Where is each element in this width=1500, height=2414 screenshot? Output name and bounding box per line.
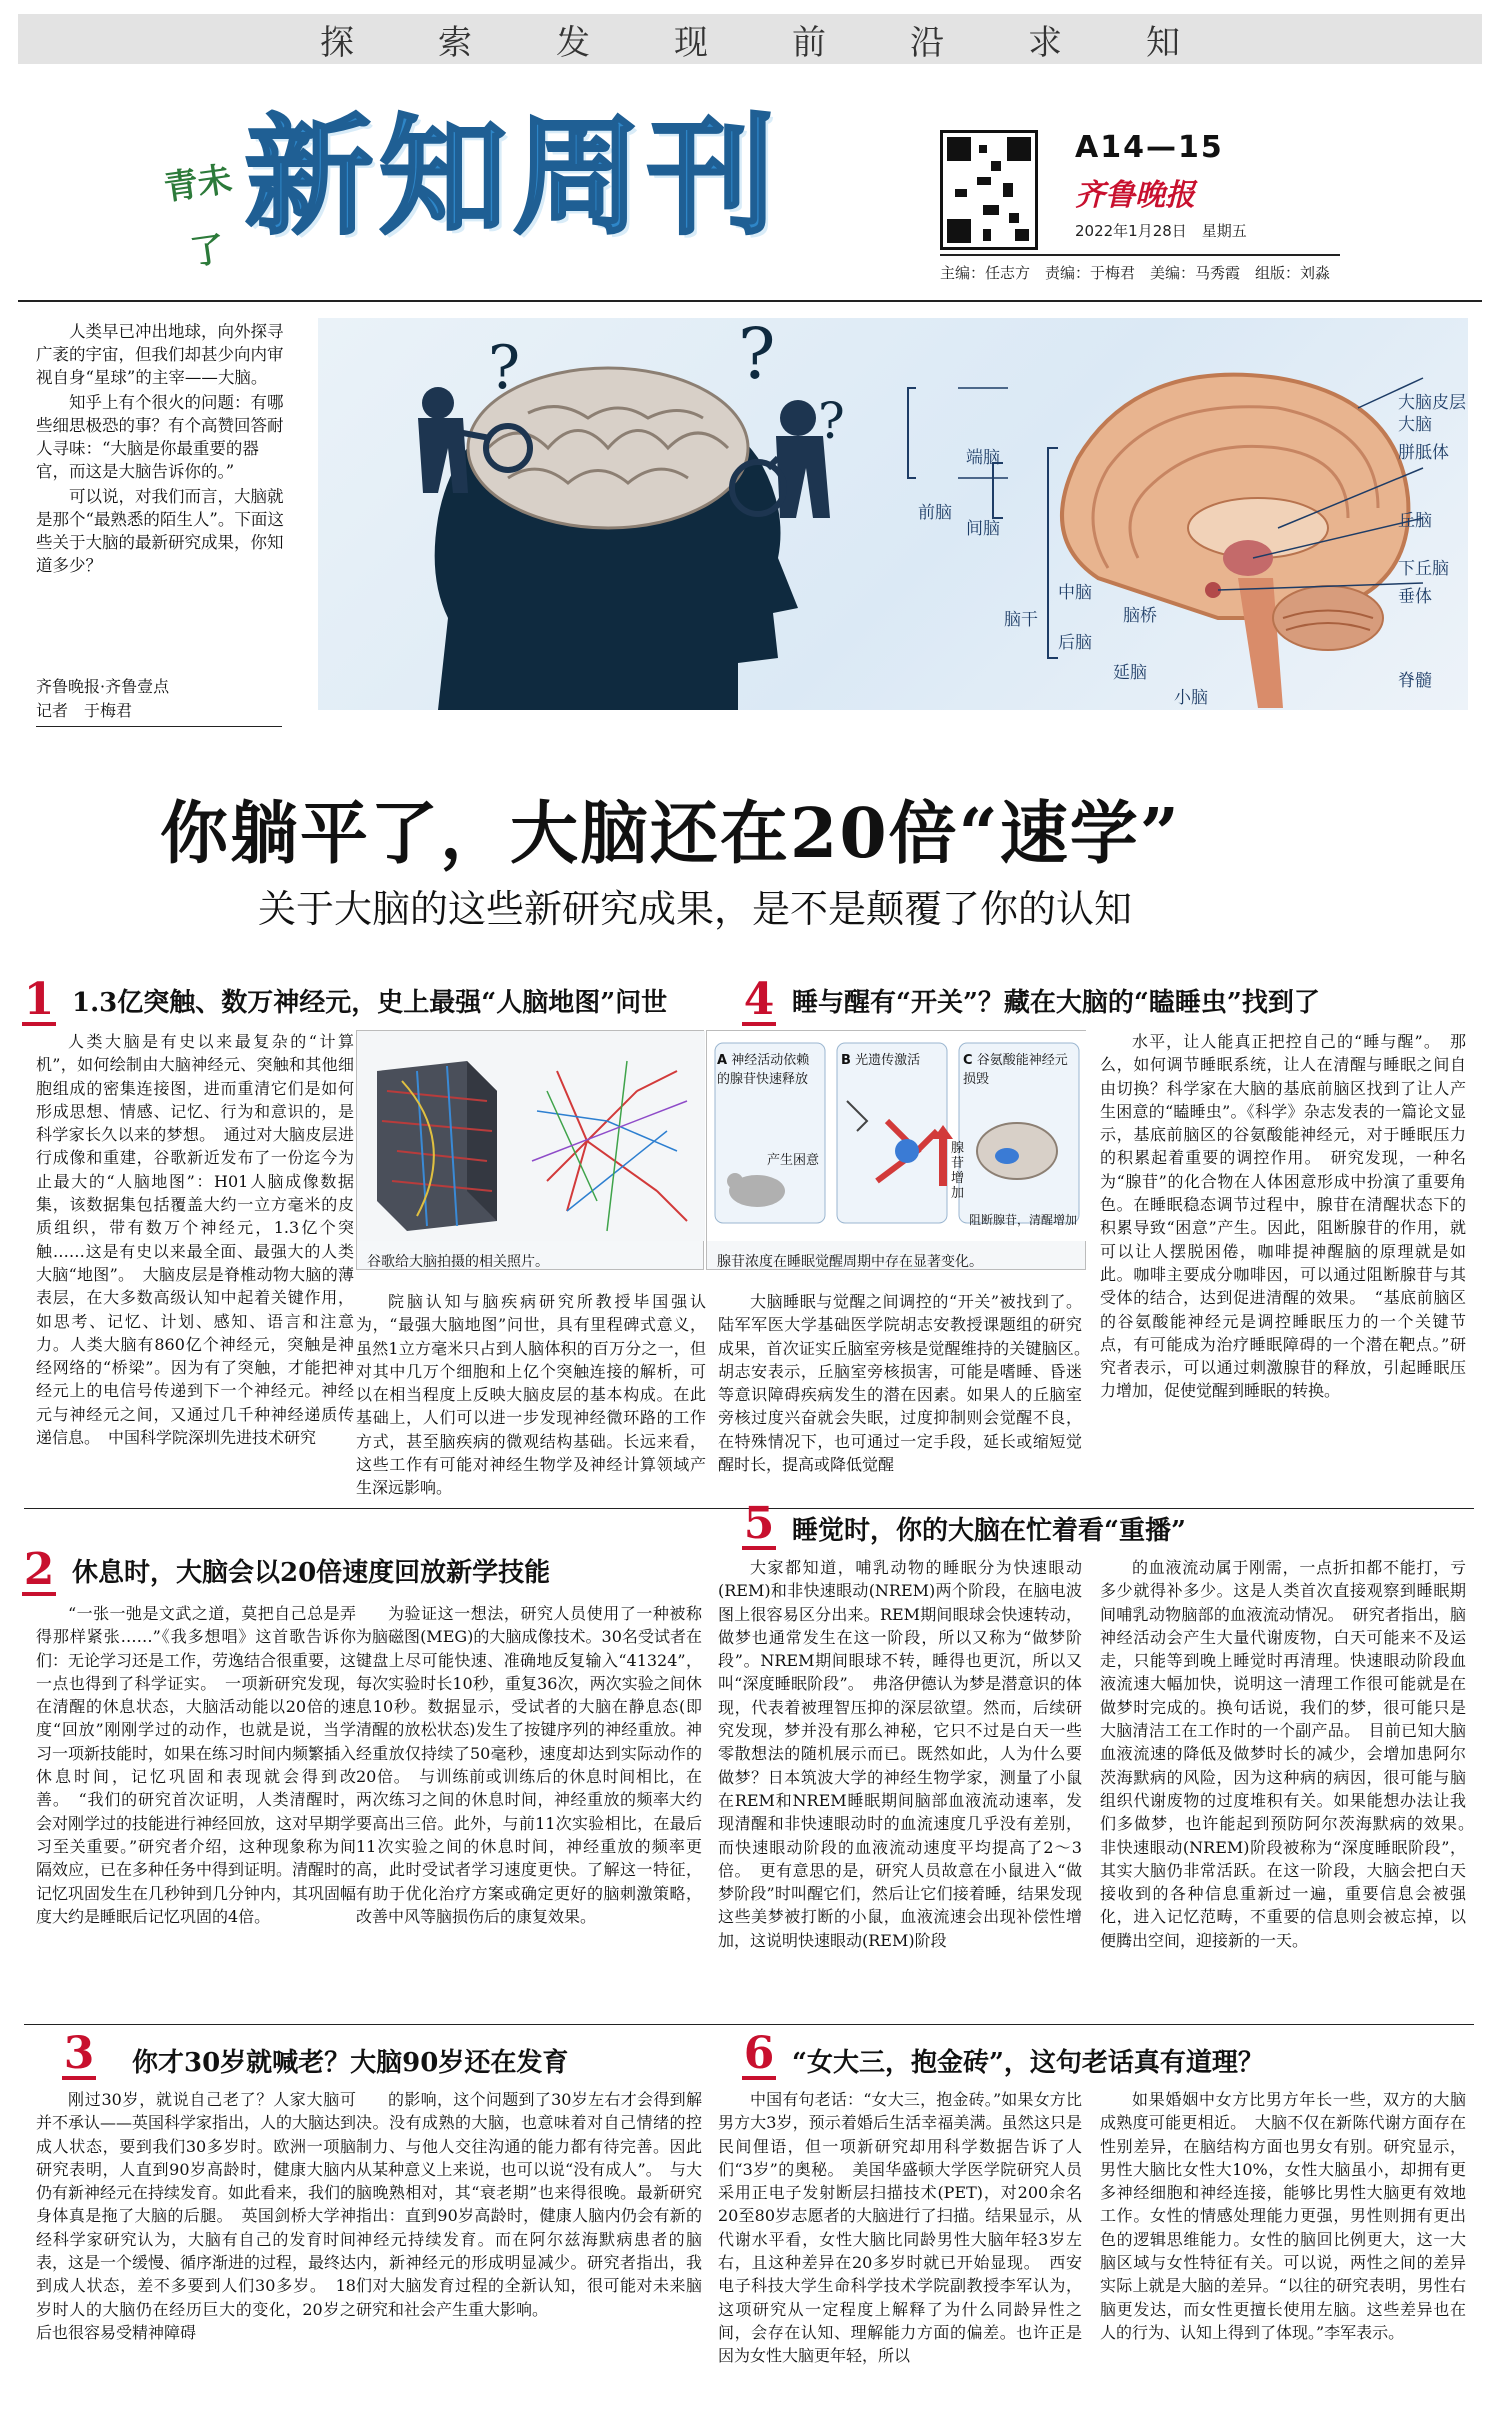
figure-label: 阻断腺苷，清醒增加 [969,1213,1078,1227]
headline: 你躺平了，大脑还在20倍“速学” [160,794,1181,874]
section-title: 睡与醒有“开关”？藏在大脑的“瞌睡虫”找到了 [792,988,1320,1018]
top-band-char: 索 [438,22,472,63]
intro-paragraph: 知乎上有个很火的问题：有哪些细思极恐的事？有个高赞回答耐人寻味：“大脑是你最重要的器官，而这是大脑告诉你的。” [36,393,284,481]
label-cerebrum: 大脑 [1398,415,1432,435]
top-band-char: 现 [674,22,708,63]
staff-credits: 主编：任志方 责编：于梅君 美编：马秀霞 组版：刘淼 [940,264,1331,282]
section-title: 休息时，大脑会以20倍速度回放新学技能 [72,1558,551,1588]
section-title: “女大三，抱金砖”，这句老话真有道理？ [792,2048,1264,2078]
label-spinal-cord: 脊髓 [1398,671,1432,691]
section-title: 睡觉时，你的大脑在忙着看“重播” [792,1516,1186,1546]
label-cerebellum: 小脑 [1174,688,1208,708]
article-column: 中国有句老话：“女大三，抱金砖。”如果女方比男方大3岁，预示着婚后生活幸福美满。虽然这只是民间俚语，但一项新研究却用科学数据告诉了人们“3岁”的奥秘。 美国华盛顿大学医学院研究人员采用正电子发射断层扫描技术(PET)，对200余名20至80岁志愿者的大脑进行了扫描。结果显示，从代谢水平看，女性大脑比同龄男性大脑年轻3岁左右，且这种差异在20多岁时就已开始显现。 西安电子科技大学生命科学技术学院副教授李军认为，这项研究从一定程度上解释了为什么同龄异性之间，会存在认知、理解能力方面的偏差。也许正是因为女性大脑更年轻，所以 [718,2090,1082,2366]
figure-caption: 腺苷浓度在睡眠觉醒周期中存在显著变化。 [717,1254,983,1270]
top-band-char: 沿 [910,22,944,63]
brain-icon [977,1123,1057,1179]
figure-label: 产生困意 [767,1153,820,1168]
label-hypothalamus: 下丘脑 [1398,559,1449,579]
top-band [18,14,1482,64]
intro-paragraph: 人类早已冲出地球，向外探寻广袤的宇宙，但我们却甚少向内审视自身“星球”的主宰——大脑。 [36,322,284,387]
section-title: 1.3亿突触、数万神经元，史上最强“人脑地图”问世 [72,988,668,1018]
article-column: 大脑睡眠与觉醒之间调控的“开关”被找到了。陆军军医大学基础医学院胡志安教授课题组的研究成果，首次证实丘脑室旁核是觉醒维持的关键脑区。 胡志安表示，丘脑室旁核损害，可能是嗜睡、昏迷等意识障碍疾病发生的潜在因素。如果人的丘脑室旁核过度兴奋就会失眠，过度抑制则会觉醒不良，在特殊情况下，也可通过一定手段，延长或缩短觉醒时长，提高或降低觉醒 [718,1292,1099,1475]
article-column: 为验证这一想法，研究人员使用了一种被称为脑磁图(MEG)的大脑成像技术。30名受试者在键盘上尽可能快速、准确地反复输入“41324”，每次实验时长10秒，重复36次，两次实验之间休息10秒。数据显示，受试者的大脑在静息态(即清醒的放松状态)发生了按键序列的神经重放。神经重放仅持续了50毫秒，速度却达到实际动作的20倍。 与训练前或训练后的休息时间相比，在两次练习之间的休息时间，神经重放的频率大约要高出三倍。此外，与前11次实验相比，在最后11次实验之间的休息时间，神经重放的频率更高，此时受试者学习速度更快。了解这一特征，有助于优化治疗方案或确定更好的脑刺激策略，改善中风等脑损伤后的康复效果。 [356,1604,702,1926]
top-band-char: 求 [1028,22,1062,63]
article-column: 水平，让人能真正把控自己的“睡与醒”。 那么，如何调节睡眠系统，让人在清醒与睡眠之间自由切换？科学家在大脑的基底前脑区找到了让人产生困意的“瞌睡虫”。《科学》杂志发表的一篇论文显示，基底前脑区的谷氨酸能神经元，对于睡眠压力的积累起着重要的调控作用。 研究发现，一种名为“腺苷”的化合物在人体困意形成中扮演了重要角色。在睡眠稳态调节过程中，腺苷在清醒状态下的积累导致“困意”产生。因此，阻断腺苷的作用，就可以让人摆脱困倦，咖啡提神醒脑的原理就是如此。咖啡主要成分咖啡因，可以通过阻断腺苷与其受体的结合，达到促进清醒的效果。 “基底前脑区的谷氨酸能神经元是调控睡眠压力的一个关键节点，有可能成为治疗睡眠障碍的一个潜在靶点。”研究者表示，可以通过刺激腺苷的释放，引起睡眠压力增加，促使觉醒到睡眠的转换。 [1100,1032,1466,1401]
byline [36,675,169,723]
figure-panel-b: B 光遗传激活 [841,1053,921,1068]
section-number: 3 [63,2028,95,2079]
label-cortex: 大脑皮层 [1398,393,1466,413]
paper-name: 齐鲁晚报 [1075,178,1195,213]
figure-brain-map [356,1030,704,1270]
article-column: 如果婚姻中女方比男方年长一些，双方的大脑成熟度可能更相近。 大脑不仅在新陈代谢方面存在性别差异，在脑结构方面也男女有别。研究显示，男性大脑比女性大10%，女性大脑虽小，却拥有更多神经细胞和神经连接，能够比男性大脑更有效地工作。女性的情感处理能力更强，男性则拥有更出色的逻辑思维能力。女性的脑回比例更大，这一大脑区域与女性特征有关。可以说，两性之间的差异实际上就是大脑的差异。“以往的研究表明，男性右脑更发达，而女性更擅长使用左脑。这些差异也在人的行为、认知上得到了体现。”李军表示。 [1100,2090,1466,2342]
figure-panel-a: A 神经活动依赖的腺苷快速释放 [717,1053,810,1087]
divider [24,2024,1474,2025]
label-midbrain: 中脑 [1058,583,1092,603]
top-band-char: 探 [320,22,354,63]
article-column: 人类大脑是有史以来最复杂的“计算机”，如何绘制由大脑神经元、突触和其他细胞组成的密集连接图，进而重清它们是如何形成思想、情感、记忆、行为和意识的，是科学家长久以来的梦想。 通过对大脑皮层进行成像和重建，谷歌新近发布了一份迄今为止最大的“人脑地图”：H01人脑成像数据集，该数据集包括覆盖大约一立方毫米的皮质组织，带有数万个神经元，1.3亿个突触……这是有史以来最全面、最强大的人类大脑“地图”。 大脑皮层是脊椎动物大脑的薄表层，在大多数高级认知中起着关键作用，如思考、记忆、计划、感知、语言和注意力。人类大脑有860亿个神经元，突触是神经网络的“桥梁”。因为有了突触，才能把神经元上的电信号传递到下一个神经元。神经元与神经元之间，又通过几千种神经递质传递信息。 中国科学院深圳先进技术研究 [36,1032,354,1448]
figure-label: 腺苷增加 [951,1141,965,1201]
section-title: 你才30岁就喊老？大脑90岁还在发育 [132,2048,569,2078]
question-mark-icon: ? [488,333,521,403]
label-hindbrain: 后脑 [1058,633,1092,653]
issue-date: 2022年1月28日 星期五 [1075,222,1247,240]
label-corpus-callosum: 胼胝体 [1398,443,1449,463]
page-number: A14—15 [1075,130,1224,165]
label-pons: 脑桥 [1123,606,1157,626]
article-column: 刚过30岁，就说自己老了？人家大脑可并不承认——英国科学家指出，人的大脑达到成人状态，要到我们30多岁时。欧洲一项脑研究表明，人直到90岁高龄时，健康大脑内仍有新神经元在持续发育。如此看来，我们的身体真是拖了大脑的后腿。 英国剑桥大学神经科学家研究认为，大脑有自己的发育时间表，这是一个缓慢、循序渐进的过程，最终达到成人状态，差不多要到人们30多岁。 18岁时人的大脑仍在经历巨大的变化，20岁之后也很容易受精神障碍 [36,2090,357,2342]
top-band-char: 知 [1146,22,1180,63]
hero-illustration [318,313,1468,710]
divider [18,300,1482,302]
divider [940,254,1340,256]
intro-paragraph: 可以说，对我们而言，大脑就是那个“最熟悉的陌生人”。下面这些关于大脑的最新研究成果，你知道多少？ [36,487,284,575]
tissue-block-image [377,1061,497,1231]
label-interbrain: 间脑 [966,519,1000,539]
masthead-title: 新知周刊 [245,103,782,252]
article-column: 的血液流动属于刚需，一点折扣都不能打，亏多少就得补多少。这是人类首次直接观察到睡眠期间哺乳动物脑部的血液流动情况。 研究者指出，脑神经活动会产生大量代谢废物，白天可能来不及运走，只能等到晚上睡觉时再清理。快速眼动阶段血液流速大幅加快，说明这一清理工作很可能就是在做梦时完成的。换句话说，我们的梦，很可能只是大脑清洁工在工作时的一个副产品。 目前已知大脑血液流速的降低及做梦时长的减少，会增加患阿尔茨海默病的风险，因为这种病的病因，很可能与脑组织代谢废物的过度堆积有关。如果能想办法让我们多做梦，也许能起到预防阿尔茨海默病的效果。 非快速眼动(NREM)阶段被称为“深度睡眠阶段”，其实大脑仍非常活跃。在这一阶段，大脑会把白天接收到的各种信息重新过一遍，重要信息会被强化，进入记忆范畴，不重要的信息则会被忘掉，以便腾出空间，迎接新的一天。 [1100,1558,1483,1950]
label-forebrain: 前脑 [918,503,952,523]
section-number: 2 [23,1544,55,1595]
question-mark-icon: ? [818,392,845,450]
article-column: 院脑认知与脑疾病研究所教授毕国强认为，“最强大脑地图”问世，具有里程碑式意义，虽然1立方毫米只占到人脑体积的百万分之一，但对其中几万个细胞和上亿个突触连接的解析，可以在相当程度上反映大脑皮层的基本构成。在此基础上，人们可以进一步发现神经微环路的工作方式，甚至脑疾病的微观结构基础。长远来看，这些工作有可能对神经生物学及神经计算领域产生深远影响。 [356,1292,706,1498]
up-arrow-icon [939,1136,947,1186]
masthead-logo: 青未了 [161,159,235,274]
label-brainstem: 脑干 [1004,610,1038,630]
byline-source: 齐鲁晚报·齐鲁壹点 [36,677,170,696]
article-column: 的影响，这个问题到了30岁左右才会得到解决。没有成熟的大脑，也意味着对自己情绪的控制力、与他人交往沟通的能力都有待完善。因此从某种意义上来说，也可以说“没有成人”。 与大脑晚熟相对，其“衰老期”也来得很晚。最新研究指出：直到90岁高龄时，健康人脑内仍会有新的神经元持续发育。而在阿尔兹海默病患者的脑内，新神经元的形成明显减少。研究者指出，我们对大脑发育过程的全新认知，很可能对未来脑研究和社会产生重大影响。 [356,2090,702,2319]
section-number: 1 [23,974,55,1025]
label-endbrain: 端脑 [966,448,1000,468]
brain-illustration [318,313,1468,710]
intro-text [36,320,286,579]
label-medulla: 延脑 [1113,663,1147,683]
subheadline: 关于大脑的这些新研究成果，是不是颠覆了你的认知 [258,887,1133,931]
section-number: 6 [743,2028,775,2079]
label-thalamus: 丘脑 [1398,511,1432,531]
figure-panel-c: C 谷氨酸能神经元损毁 [963,1053,1068,1087]
section-number: 5 [743,1498,775,1549]
qr-code-icon[interactable] [940,130,1038,250]
article-column: 大家都知道，哺乳动物的睡眠分为快速眼动(REM)和非快速眼动(NREM)两个阶段，在脑电波图上很容易区分出来。REM期间眼球会快速转动，做梦也通常发生在这一阶段，所以又称为“做梦阶段”。NREM期间眼球不转，睡得也更沉，所以又叫“深度睡眠阶段”。 弗洛伊德认为梦是潜意识的体现，代表着被理智压抑的深层欲望。然而，后续研究发现，梦并没有那么神秘，它只不过是白天一些零散想法的随机展示而已。既然如此，人为什么要做梦？日本筑波大学的神经生物学家，测量了小鼠在REM和NREM睡眠期间脑部血液流动速率，发现清醒和非快速眼动时的血流速度几乎没有差别，而快速眼动阶段的血液流动速度平均提高了2～3倍。 更有意思的是，研究人员故意在小鼠进入“做梦阶段”时叫醒它们，然后让它们接着睡，结果发现这些美梦被打断的小鼠，血液流速会出现补偿性增加，这说明快速眼动(REM)阶段 [718,1558,1082,1950]
figure-adenosine [706,1030,1086,1270]
question-mark-icon: ? [738,313,776,395]
label-pituitary: 垂体 [1398,587,1432,607]
byline-reporter: 记者 于梅君 [36,701,133,720]
top-band-char: 前 [792,22,826,63]
article-column: “一张一弛是文武之道，莫把自己总是弄得那样紧张……”《我多想唱》这首歌告诉你们：无论学习还是工作，劳逸结合很重要，这一点也得到了科学证实。 一项新研究发现，在清醒的休息状态，大脑活动能以20倍的速度“回放”刚刚学过的动作，也就是说，当学习一项新技能时，如果在练习时间内频繁插入休息时间，记忆巩固和表现就会得到改善。 “我们的研究首次证明，人类清醒时，会对刚学过的技能进行神经回放，这对早期学习至关重要。”研究者介绍，这种现象称为间隔效应，已在多种任务中得到证明。清醒时的记忆巩固发生在几秒钟到几分钟内，其巩固幅度大约是睡眠后记忆巩固的4倍。 [36,1604,357,1926]
top-band-char: 发 [556,22,590,63]
section-number: 4 [743,974,775,1025]
figure-caption: 谷歌给大脑拍摄的相关照片。 [367,1254,549,1270]
divider [36,726,282,727]
